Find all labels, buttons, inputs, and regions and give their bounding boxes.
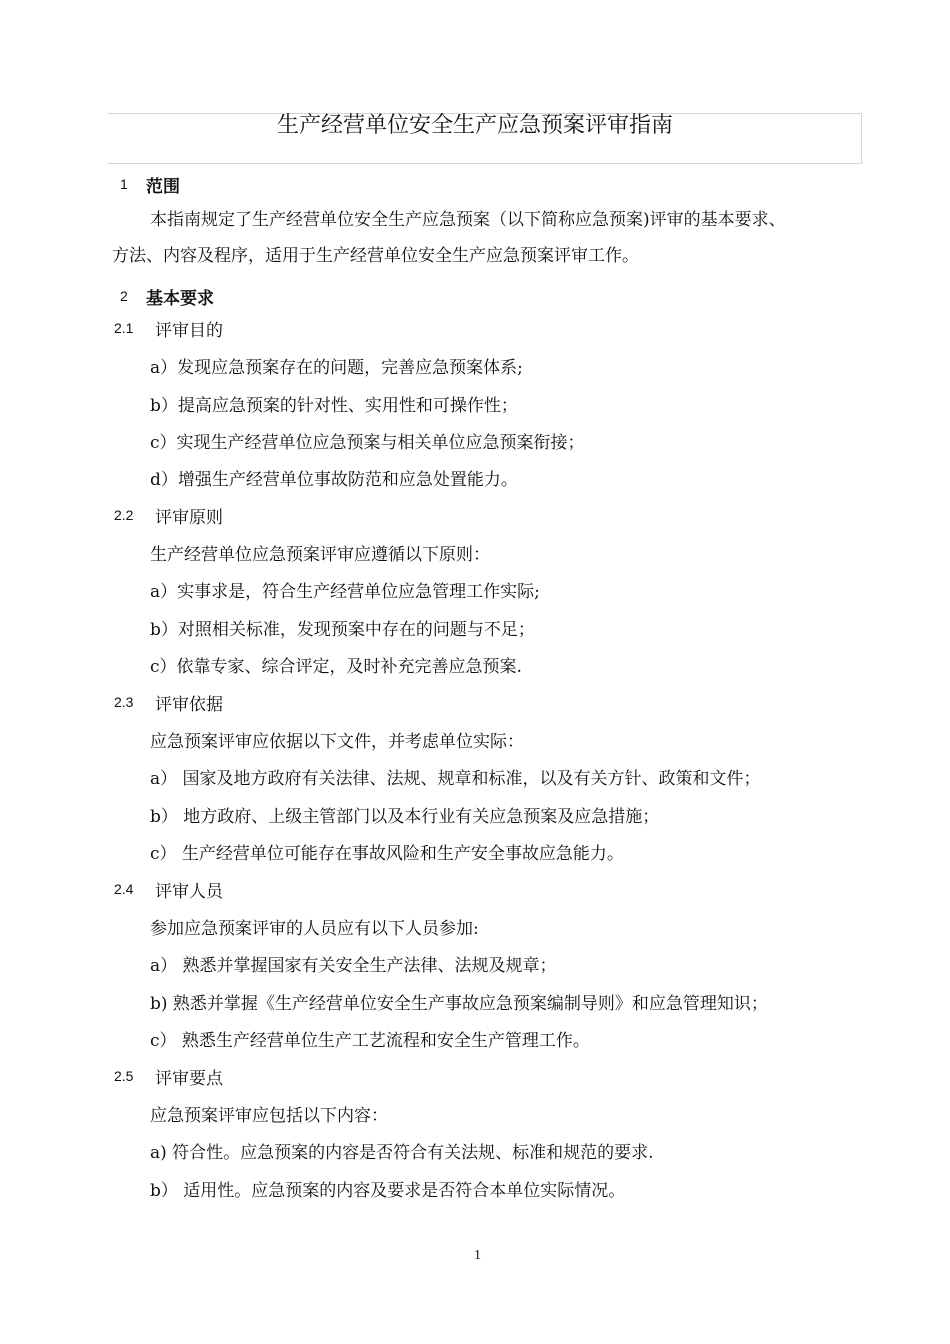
section-2-2-heading: 评审原则 bbox=[155, 508, 223, 528]
list-item: c）依靠专家、综合评定，及时补充完善应急预案. bbox=[150, 657, 522, 677]
section-2-3-intro: 应急预案评审应依据以下文件，并考虑单位实际： bbox=[150, 732, 524, 752]
list-item: b) 熟悉并掌握《生产经营单位安全生产事故应急预案编制导则》和应急管理知识； bbox=[150, 994, 768, 1014]
section-2-3-heading: 评审依据 bbox=[155, 695, 223, 715]
section-1-number: 1 bbox=[120, 176, 128, 192]
list-item: c） 熟悉生产经营单位生产工艺流程和安全生产管理工作。 bbox=[150, 1031, 590, 1051]
section-2-4-intro: 参加应急预案评审的人员应有以下人员参加: bbox=[150, 919, 479, 939]
page-number: 1 bbox=[474, 1248, 481, 1263]
section-2-4-number: 2.4 bbox=[114, 881, 134, 897]
section-2-5-heading: 评审要点 bbox=[155, 1069, 223, 1089]
list-item: a） 国家及地方政府有关法律、法规、规章和标准，以及有关方针、政策和文件； bbox=[150, 769, 761, 789]
list-item: b） 地方政府、上级主管部门以及本行业有关应急预案及应急措施； bbox=[150, 807, 660, 827]
list-item: b）对照相关标准，发现预案中存在的问题与不足； bbox=[150, 620, 535, 640]
list-item: b）提高应急预案的针对性、实用性和可操作性； bbox=[150, 396, 518, 416]
section-2-1-heading: 评审目的 bbox=[155, 321, 223, 341]
section-1-para-line-1: 本指南规定了生产经营单位安全生产应急预案（以下简称应急预案)评审的基本要求、 bbox=[150, 210, 786, 230]
section-2-1-number: 2.1 bbox=[114, 320, 134, 336]
section-2-5-intro: 应急预案评审应包括以下内容： bbox=[150, 1106, 388, 1126]
section-2-2-intro: 生产经营单位应急预案评审应遵循以下原则： bbox=[150, 545, 490, 565]
list-item: c）实现生产经营单位应急预案与相关单位应急预案衔接； bbox=[150, 433, 585, 453]
list-item: d）增强生产经营单位事故防范和应急处置能力。 bbox=[150, 470, 518, 490]
list-item: b） 适用性。应急预案的内容及要求是否符合本单位实际情况。 bbox=[150, 1181, 626, 1201]
section-1-heading: 范围 bbox=[146, 177, 180, 197]
section-2-4-heading: 评审人员 bbox=[155, 882, 223, 902]
section-2-number: 2 bbox=[120, 288, 128, 304]
list-item: a）实事求是，符合生产经营单位应急管理工作实际; bbox=[150, 582, 540, 602]
list-item: a) 符合性。应急预案的内容是否符合有关法规、标准和规范的要求. bbox=[150, 1143, 654, 1163]
list-item: c） 生产经营单位可能存在事故风险和生产安全事故应急能力。 bbox=[150, 844, 624, 864]
section-2-heading: 基本要求 bbox=[146, 289, 214, 309]
list-item: a） 熟悉并掌握国家有关安全生产法律、法规及规章； bbox=[150, 956, 557, 976]
section-1-para-line-2: 方法、内容及程序，适用于生产经营单位安全生产应急预案评审工作。 bbox=[112, 246, 639, 266]
section-2-3-number: 2.3 bbox=[114, 694, 134, 710]
document-title: 生产经营单位安全生产应急预案评审指南 bbox=[276, 113, 673, 138]
list-item: a）发现应急预案存在的问题，完善应急预案体系; bbox=[150, 358, 523, 378]
section-2-5-number: 2.5 bbox=[114, 1068, 134, 1084]
section-2-2-number: 2.2 bbox=[114, 507, 134, 523]
